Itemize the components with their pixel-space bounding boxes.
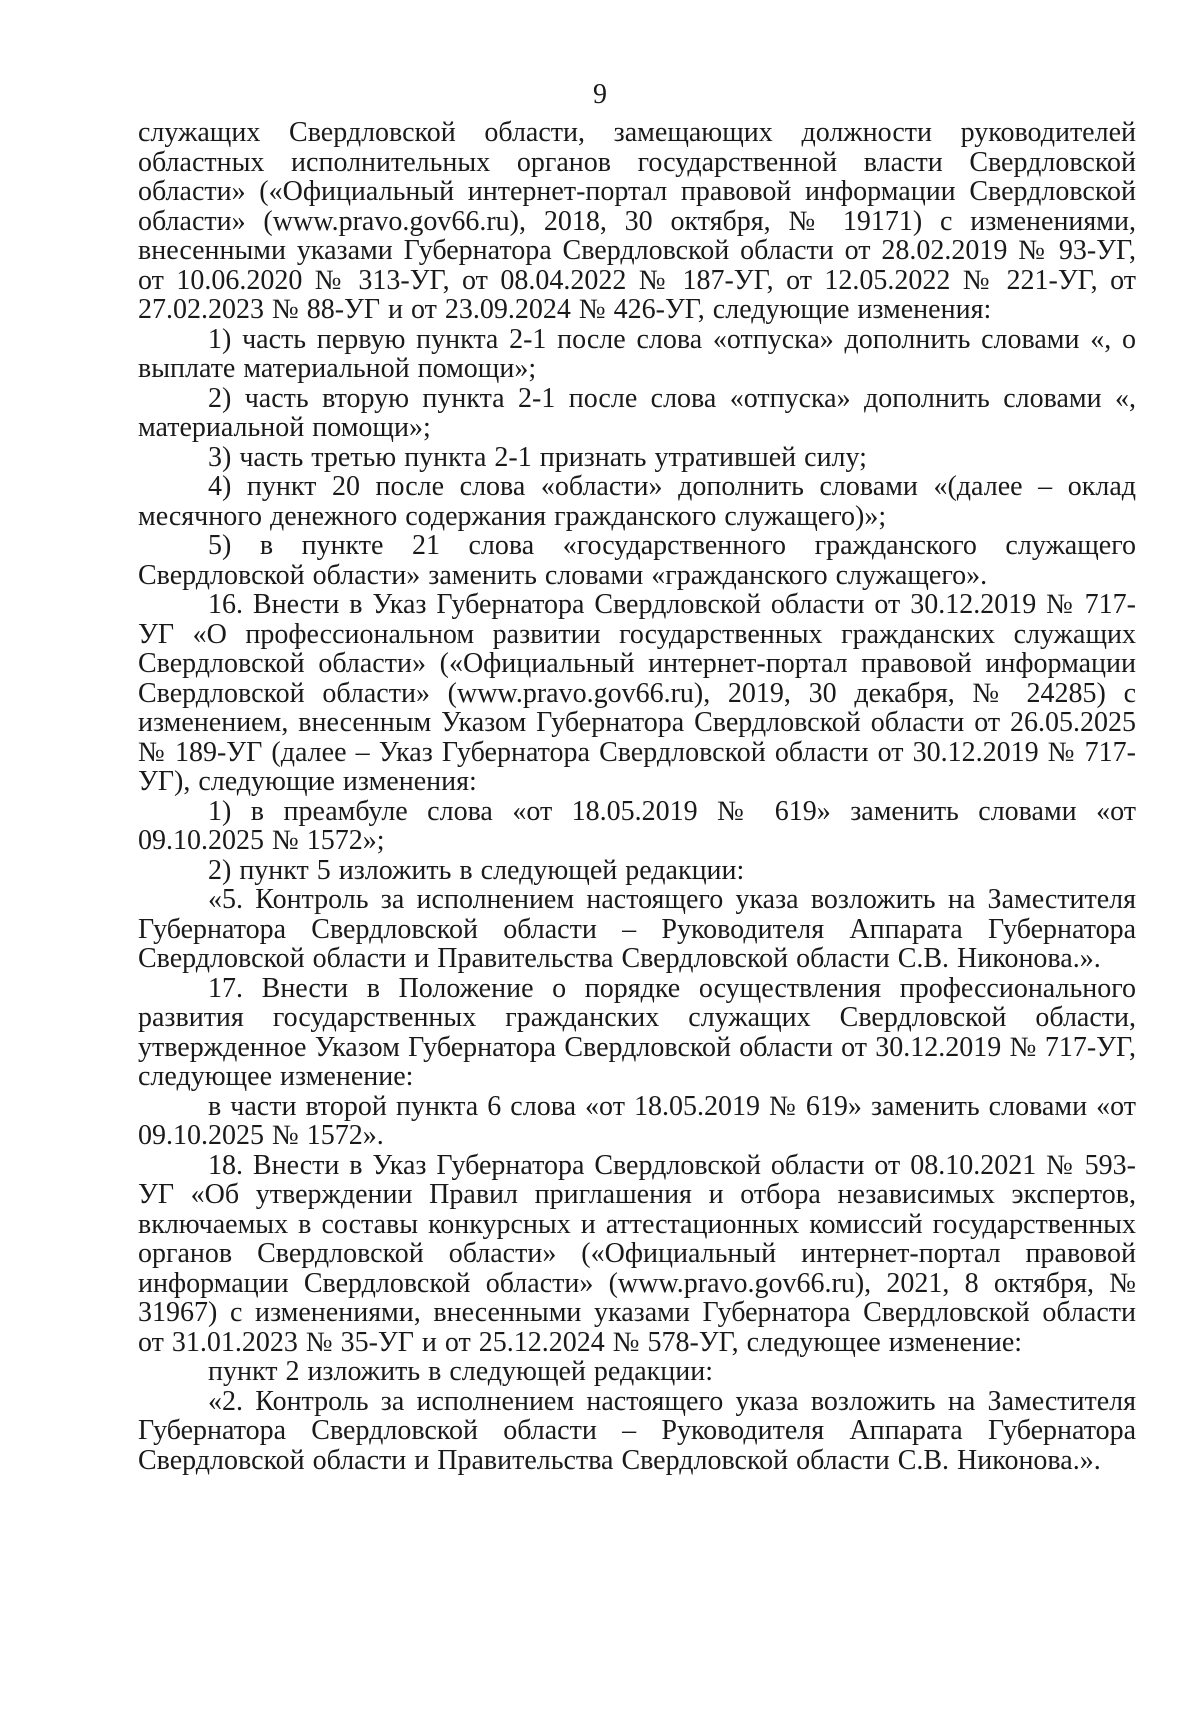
paragraph-section-16-item-2: 2) пункт 5 изложить в следующей редакции: bbox=[208, 854, 745, 886]
paragraph-item-3: 3) часть третью пункта 2-1 признать утратившей силу; bbox=[208, 441, 867, 473]
page-number: 9 bbox=[593, 79, 607, 110]
paragraph-section-16-item-1: 1) в преамбуле слова «от 18.05.2019 № 619» заменить словами «от 09.10.2025 № 1572»; bbox=[138, 795, 1136, 856]
paragraph-item-1: 1) часть первую пункта 2-1 после слова «отпуска» дополнить словами «, о выплате материальной помощи»; bbox=[138, 323, 1136, 384]
document-body bbox=[138, 118, 1136, 1475]
paragraph-continuation: служащих Свердловской области, замещающих должности руководителей областных исполнительных органов государственной власти Свердловской области» («Официальный интернет-портал правовой информации Свердловской области» (www.pravo.gov66.ru), 2018, 30 октября, № 19171) с изменениями, внесенными указами Губернатора Свердловской области от 28.02.2019 № 93-УГ, от 10.06.2020 № 313-УГ, от 08.04.2022 № 187-УГ, от 12.05.2022 № 221-УГ, от 27.02.2023 № 88-УГ и от 23.09.2024 № 426-УГ, следующие изменения: bbox=[138, 117, 1136, 325]
paragraph-section-18: 18. Внести в Указ Губернатора Свердловской области от 08.10.2021 № 593-УГ «Об утверждении Правил приглашения и отбора независимых экспертов, включаемых в составы конкурсных и аттестационных комиссий государственных органов Свердловской области» («Официальный интернет-портал правовой информации Свердловской области» (www.pravo.gov66.ru), 2021, 8 октября, № 31967) с изменениями, внесенными указами Губернатора Свердловской области от 31.01.2023 № 35-УГ и от 25.12.2024 № 578-УГ, следующее изменение: bbox=[138, 1149, 1136, 1358]
paragraph-item-4: 4) пункт 20 после слова «области» дополнить словами «(далее – оклад месячного денежного содержания гражданского служащего)»; bbox=[138, 471, 1136, 532]
paragraph-section-18-item: пункт 2 изложить в следующей редакции: bbox=[208, 1356, 713, 1387]
paragraph-section-16-quote: «5. Контроль за исполнением настоящего указа возложить на Заместителя Губернатора Свердловской области – Руководителя Аппарата Губернатора Свердловской области и Правительства Свердловской области С.В. Никонова.». bbox=[138, 884, 1136, 974]
paragraph-section-17: 17. Внести в Положение о порядке осуществления профессионального развития государственных гражданских служащих Свердловской области, утвержденное Указом Губернатора Свердловской области от 30.12.2019 № 717-УГ, следующее изменение: bbox=[138, 972, 1136, 1092]
paragraph-item-5: 5) в пункте 21 слова «государственного гражданского служащего Свердловской области» заменить словами «гражданского служащего». bbox=[138, 530, 1136, 591]
paragraph-section-18-quote: «2. Контроль за исполнением настоящего указа возложить на Заместителя Губернатора Свердловской области – Руководителя Аппарата Губернатора Свердловской области и Правительства Свердловской области С.В. Никонова.». bbox=[138, 1385, 1136, 1476]
paragraph-section-16: 16. Внести в Указ Губернатора Свердловской области от 30.12.2019 № 717-УГ «О профессиональном развитии государственных гражданских служащих Свердловской области» («Официальный интернет-портал правовой информации Свердловской области» (www.pravo.gov66.ru), 2019, 30 декабря, № 24285) с изменением, внесенным Указом Губернатора Свердловской области от 26.05.2025 № 189-УГ (далее – Указ Губернатора Свердловской области от 30.12.2019 № 717-УГ), следующие изменения: bbox=[138, 589, 1136, 797]
paragraph-item-2: 2) часть вторую пункта 2-1 после слова «отпуска» дополнить словами «, материальной помощи»; bbox=[138, 382, 1136, 443]
paragraph-section-17-change: в части второй пункта 6 слова «от 18.05.2019 № 619» заменить словами «от 09.10.2025 № 1572». bbox=[138, 1090, 1136, 1151]
